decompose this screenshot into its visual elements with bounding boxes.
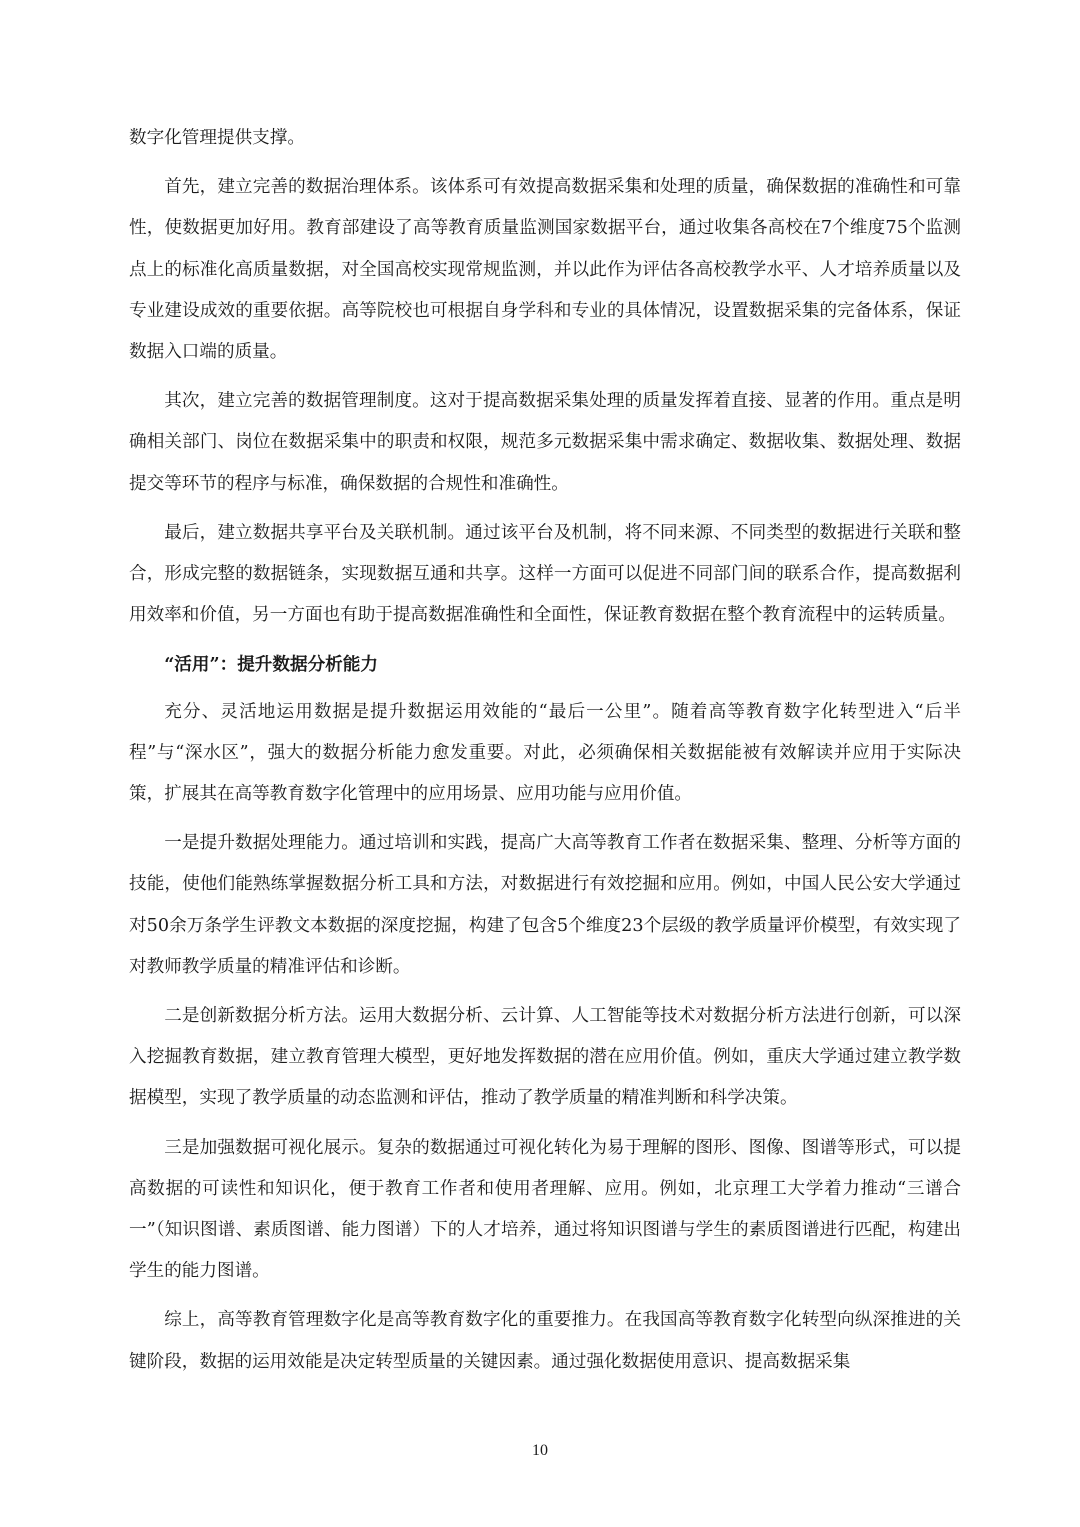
paragraph-processing-ability: 一是提升数据处理能力。通过培训和实践，提高广大高等教育工作者在数据采集、整理、分析等方面的技能，使他们能熟练掌握数据分析工具和方法，对数据进行有效挖掘和应用。例如，中国人民公安大学通过对50余万条学生评教文本数据的深度挖掘，构建了包含5个维度23个层级的教学质量评价模型，有效实现了对教师教学质量的精准评估和诊断。 bbox=[129, 833, 961, 977]
paragraph-continuation: 数字化管理提供支撑。 bbox=[129, 128, 305, 148]
section-heading: “活用”：提升数据分析能力 bbox=[164, 654, 378, 676]
page-body bbox=[129, 118, 961, 1391]
paragraph-data-governance: 首先，建立完善的数据治理体系。该体系可有效提高数据采集和处理的质量，确保数据的准确性和可靠性，使数据更加好用。教育部建设了高等教育质量监测国家数据平台，通过收集各高校在7个维度75个监测点上的标准化高质量数据，对全国高校实现常规监测，并以此作为评估各高校教学水平、人才培养质量以及专业建设成效的重要依据。高等院校也可根据自身学科和专业的具体情况，设置数据采集的完备体系，保证数据入口端的质量。 bbox=[129, 177, 961, 363]
page-number: 10 bbox=[532, 1442, 548, 1459]
paragraph-analysis-methods: 二是创新数据分析方法。运用大数据分析、云计算、人工智能等技术对数据分析方法进行创新，可以深入挖掘教育数据，建立教育管理大模型，更好地发挥数据的潜在应用价值。例如，重庆大学通过建立教学数据模型，实现了教学质量的动态监测和评估，推动了教学质量的精准判断和科学决策。 bbox=[129, 1006, 961, 1109]
paragraph-data-management: 其次，建立完善的数据管理制度。这对于提高数据采集处理的质量发挥着直接、显著的作用。重点是明确相关部门、岗位在数据采集中的职责和权限，规范多元数据采集中需求确定、数据收集、数据处理、数据提交等环节的程序与标准，确保数据的合规性和准确性。 bbox=[129, 391, 961, 494]
paragraph-data-sharing: 最后，建立数据共享平台及关联机制。通过该平台及机制，将不同来源、不同类型的数据进行关联和整合，形成完整的数据链条，实现数据互通和共享。这样一方面可以促进不同部门间的联系合作，提高数据利用效率和价值，另一方面也有助于提高数据准确性和全面性，保证教育数据在整个教育流程中的运转质量。 bbox=[129, 522, 961, 626]
paragraph-summary: 综上，高等教育管理数字化是高等教育数字化的重要推力。在我国高等教育数字化转型向纵深推进的关键阶段，数据的运用效能是决定转型质量的关键因素。通过强化数据使用意识、提高数据采集 bbox=[129, 1310, 961, 1372]
paragraph-intro-analysis: 充分、灵活地运用数据是提升数据运用效能的“最后一公里”。随着高等教育数字化转型进入“后半程”与“深水区”，强大的数据分析能力愈发重要。对此，必须确保相关数据能被有效解读并应用于实际决策，扩展其在高等教育数字化管理中的应用场景、应用功能与应用价值。 bbox=[129, 701, 961, 805]
paragraph-visualization: 三是加强数据可视化展示。复杂的数据通过可视化转化为易于理解的图形、图像、图谱等形式，可以提高数据的可读性和知识化，便于教育工作者和使用者理解、应用。例如，北京理工大学着力推动“三谱合一”（知识图谱、素质图谱、能力图谱）下的人才培养，通过将知识图谱与学生的素质图谱进行匹配，构建出学生的能力图谱。 bbox=[129, 1137, 961, 1282]
